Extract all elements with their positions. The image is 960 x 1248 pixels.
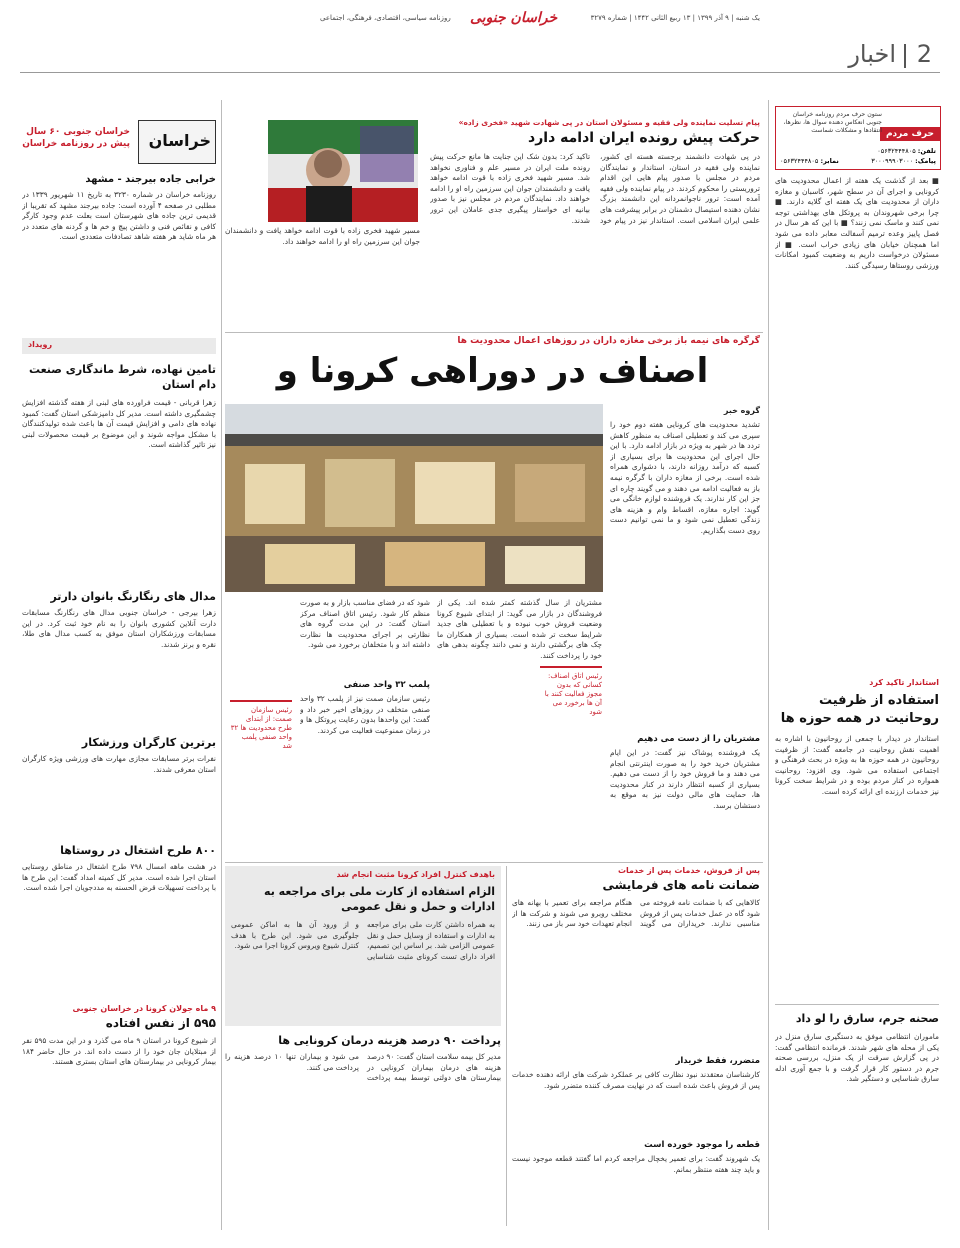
fax-label: نمابر: <box>820 157 839 165</box>
bottom-left-box <box>225 866 501 1026</box>
page-divider <box>904 44 906 68</box>
headline-body-col1b: یک فروشنده پوشاک نیز گفت: در این ایام مشتریان خرید خود را به صورت اینترنتی انجام می دهند و ما فروش خود را از دست می دهیم. بسیاری از کسبه انتظار دارند در کنار محدودیت ها، حمایت های مالی دولت نیز به موقع به دستشان برسد. <box>610 748 760 810</box>
archive-logo-box <box>138 120 216 164</box>
newspaper-tagline: روزنامه سیاسی، اقتصادی، فرهنگی، اجتماعی <box>320 14 451 22</box>
archive-article-body: روزنامه خراسان در شماره ۳۲۳۰ به تاریخ ۱۱ شهریور ۱۳۳۹ در مطلبی در صفحه ۴ آورده است: جاده بیرجند مشهد که تقریبا از قدیمی ترین جاده های شهرستان است بعلت عدم وجود کارگر کافی و نقائص فنی و داشتن پیچ و خم ها و گردنه های متعدد در هر ماه شاید هر هفته شاهد تصادفات متعددی است. <box>22 190 216 242</box>
headline-byline: گروه خبر <box>723 406 760 415</box>
s4-title: ۸۰۰ طرح اشتغال در روستاها <box>60 844 216 857</box>
phone-label: تلفن: <box>917 147 936 155</box>
headline-title: اصناف در دوراهی کرونا و <box>276 351 709 391</box>
pull-quote-text: رئیس اتاق اصناف: کسانی که بدون مجوز فعالیت کنند با آن ها برخورد می شود <box>544 672 602 716</box>
store-interior-image <box>225 404 603 592</box>
headline-photo <box>225 404 603 592</box>
headline-body-col3: شود که در فضای مناسب بازار و به صورت منظم کار شود. رئیس اتاق اصناف مرکز استان گفت: در این مدت گروه های نظارتی بر اجرای محدودیت ها نظارت داشته اند و با متخلفان برخورد می شود. <box>300 598 430 650</box>
headline-subhead1: مشتریان را از دست می دهیم <box>637 734 760 744</box>
s5-kicker: ۹ ماه جولان کرونا در خراسان جنوبی <box>72 1004 216 1013</box>
headline-pull-quote <box>540 666 602 752</box>
date-line: یک شنبه | ۹ آذر ۱۳۹۹ | ۱۳ ربیع الثانی ۱۴۴۲ | شماره ۳۲۷۹ <box>590 14 760 22</box>
s3-body: نفرات برتر مسابقات مجازی مهارت های ورزشی ویژه کارگران استان معرفی شدند. <box>22 754 216 774</box>
bottom-right-sub2: قطعه را موجود خورده است <box>644 1140 760 1150</box>
bottom-left-kicker: باهدف کنترل افراد کرونا مثبت انجام شد <box>336 870 495 879</box>
readers-box <box>775 106 941 170</box>
archive-title: خراسان جنوبی ۶۰ سال پیش در روزنامه خراسان <box>22 127 130 149</box>
section-label: رویداد <box>28 340 53 349</box>
article2-title: استفاده از ظرفیت روحانیت در همه حوزه ها <box>780 693 939 726</box>
readers-box-sub: ستون حرف مردم روزنامه خراسان جنوبی انعکاس دهنده سوال ها، نظرها، انتقادها و مشکلات شماست <box>783 111 882 134</box>
col-rule-left <box>221 100 222 1230</box>
top-story-kicker: پیام تسلیت نماینده ولی فقیه و مسئولان استان در پی شهادت شهید «فخری زاده» <box>458 118 760 127</box>
sms-line <box>871 157 936 165</box>
bottom-right-title: ضمانت نامه های فرمایشی <box>602 878 760 892</box>
s2-title: مدال های رنگارنگ بانوان دارتر <box>50 590 216 603</box>
page-number: 2 <box>916 40 932 68</box>
bottom-left-body: به همراه داشتن کارت ملی برای مراجعه به ادارات و استفاده از وسایل حمل و نقل عمومی الزامی شد. بر اساس این تصمیم، افراد دارای تست کرونای مثبت شناسایی و از ورود آن ها به اماکن عمومی جلوگیری می شود. این طرح با هدف کنترل شیوع ویروس کرونا اجرا می شود. <box>231 920 495 961</box>
headline-pull-quote2 <box>230 700 292 782</box>
right-divider <box>775 1004 939 1005</box>
readers-letters: ■ بعد از گذشت یک هفته از اعمال محدودیت های کرونایی و اجرای آن در سطح شهر، کاسبان و مغازه داران از محدودیت های یک هفته ای گلایه دارند. ■ چرا برخی شهروندان به پروتکل های بهداشتی توجه نمی کنند و ماسک نمی زنند؟ ■ با این که هر سال در فصل پاییز وعده ترمیم آسفالت معابر داده می شود اما همچنان خیابان های زیادی خراب است. ■ از مسئولان درخواست داریم به وضعیت کمبود امکانات ورزشی روستاها رسیدگی کنند. <box>775 176 939 270</box>
top-story-body-left: مسیر شهید فخری زاده با قوت ادامه خواهد یافت و دانشمندان جوان این سرزمین راه او را ادامه خواهند داد. <box>225 226 420 246</box>
headline-body-col3b: رئیس سازمان صمت نیز از پلمب ۳۲ واحد صنفی متخلف در روزهای اخیر خبر داد و گفت: این واحدها بدون رعایت پروتکل ها و در زمان ممنوعیت فعالیت می کردند. <box>300 694 430 735</box>
headline-kicker: گرگره های نیمه باز برخی مغازه داران در روزهای اعمال محدودیت ها <box>457 336 760 346</box>
bottom-left-title: الزام استفاده از کارت ملی برای مراجعه به ادارات و حمل و نقل عمومی <box>264 885 495 913</box>
archive-logo: خراسان <box>148 131 211 150</box>
s5-title: ۵۹۵ از نفس افتاده <box>105 1016 216 1030</box>
headline-body-col1: تشدید محدودیت های کرونایی هفته دوم خود را سپری می کند و تعطیلی اصناف به منظور کاهش تردد ها در شهر به ویژه در بازار ادامه دارد. با این حال اجرای این محدودیت ها برای بسیاری از کسبه که درآمد روزانه دارند، با دشواری همراه شده است. برخی از مغازه داران با گرگره نیمه باز به فعالیت ادامه می دهند و می گویند چاره ای جز این کار ندارند. یک فروشنده لوازم خانگی می گوید: اجاره مغازه، اقساط وام و هزینه های زندگی تعطیل نمی شود و ما نمی توانیم دست روی دست بگذاریم. <box>610 420 760 535</box>
section-bar <box>22 338 216 354</box>
pull-quote2-text: رئیس سازمان صمت: از ابتدای طرح محدودیت ها ۳۲ واحد صنفی پلمب شد <box>230 706 292 750</box>
headline-subhead2: پلمب ۳۲ واحد صنفی <box>343 680 430 690</box>
s1-title: تامین نهاده، شرط ماندگاری صنعت دام استان <box>28 363 216 391</box>
bottom-right-body2: یک شهروند گفت: برای تعمیر یخچال مراجعه کردم اما گفتند قطعه موجود نیست و باید چند هفته منتظر بمانم. <box>512 1154 760 1174</box>
bottom-right-sub1: متضرر، فقط خریدار <box>675 1056 760 1066</box>
fax-line <box>780 157 839 165</box>
sms-label: پیامک: <box>915 157 936 165</box>
phone-value: ۰۵۶۳۲۴۴۴۸۰۵ <box>877 147 916 155</box>
article3-title: صحنه جرم، سارق را لو داد <box>795 1012 939 1025</box>
top-strip <box>300 10 770 32</box>
s4-body: در هشت ماهه امسال ۷۹۸ طرح اشتغال در مناطق روستایی استان اجرا شده است. مدیر کل کمیته امداد گفت: این طرح ها با پرداخت تسهیلات قرض الحسنه به مددجویان اجرا شده است. <box>22 862 216 893</box>
top-story-photo <box>268 120 418 222</box>
headline-top-rule <box>225 332 763 333</box>
bottom-rule <box>225 862 763 863</box>
masthead <box>20 38 940 73</box>
sms-value: ۳۰۰۰۹۹۹۰۳۰۰۰ <box>871 157 914 165</box>
bottom-left-body2: مدیر کل بیمه سلامت استان گفت: ۹۰ درصد هزینه های درمان بیماران کرونایی در بیمارستان های دولتی توسط بیمه پرداخت می شود و بیماران تنها ۱۰ درصد هزینه را پرداخت می کنند. <box>225 1052 501 1083</box>
page-title: اخبار <box>848 40 896 68</box>
fax-value: ۰۵۶۳۲۴۴۴۸۰۵ <box>780 157 819 165</box>
article2-kicker: استاندار تاکید کرد <box>869 678 939 687</box>
s1-body: زهرا قربانی - قیمت فراورده های لبنی از هفته گذشته افزایش چشمگیری داشته است. مدیر کل دامپزشکی استان گفت: کمبود نهاده های دامی و افزایش قیمت آن ها باعث شده تولیدکنندگان با مشکل مواجه شوند و این موضوع بر قیمت محصولات لبنی نیز تاثیر گذاشته است. <box>22 398 216 450</box>
portrait-image <box>268 120 418 222</box>
article3-body: ماموران انتظامی موفق به دستگیری سارق منزل در یکی از محله های شهر شدند. فرمانده انتظامی گفت: در پی گزارش سرقت از یک منزل، بررسی صحنه جرم در دستور کار قرار گرفت و با جمع آوری ادله سارق شناسایی و دستگیر شد. <box>775 1032 939 1084</box>
bottom-right-body1: کارشناسان معتقدند نبود نظارت کافی بر عملکرد شرکت های ارائه دهنده خدمات پس از فروش باعث شده است که در نهایت مصرف کننده متضرر شود. <box>512 1070 760 1090</box>
article2-body: استاندار در دیدار با جمعی از روحانیون با اشاره به اهمیت نقش روحانیت در جامعه گفت: از ظرفیت روحانیون در همه حوزه ها به ویژه در بحث فرهنگی و اجتماعی استفاده می شود. وی افزود: روحانیت همواره در کنار مردم بوده و در شرایط سخت کرونا نیز خدمات ارزنده ای ارائه کرده است. <box>775 734 939 796</box>
phone-line <box>877 147 936 155</box>
bottom-left-title2: پرداخت ۹۰ درصد هزینه درمان کرونایی ها <box>278 1034 501 1047</box>
archive-article-title: خرابی جاده بیرجند - مشهد <box>85 174 216 185</box>
newspaper-logo: خراسان جنوبی <box>470 10 558 26</box>
s5-body: از شیوع کرونا در استان ۹ ماه می گذرد و در این مدت ۵۹۵ نفر از مبتلایان جان خود را از دست داده اند. در حال حاضر ۱۸۴ بیمار کرونایی در بیمارستان های استان بستری هستند. <box>22 1036 216 1067</box>
top-story-body: در پی شهادت دانشمند برجسته هسته ای کشور، نماینده ولی فقیه در استان، استاندار و نمایندگان مردم در مجلس با صدور پیام هایی این اقدام تروریستی را محکوم کردند. در پیام نماینده ولی فقیه آمده است: ترور ناجوانمردانه این دانشمند بزرگ نشان دهنده استیصال دشمنان در برابر پیشرفت های علمی ایران اسلامی است. استاندار نیز در پیام خود تاکید کرد: بدون شک این جنایت ها مانع حرکت پیش رونده ملت ایران در مسیر علم و فناوری نخواهد شد. مسیر شهید فخری زاده با قوت ادامه خواهد یافت و دانشمندان جوان این سرزمین راه او را ادامه خواهند داد. نمایندگان مردم در مجلس نیز با صدور بیانیه ای خواستار پیگیری جدی عاملان این ترور شدند. <box>430 152 760 225</box>
col-rule-right <box>768 100 769 1230</box>
s3-title: برترین کارگران ورزشکار <box>81 736 216 749</box>
archive-box <box>22 120 216 166</box>
bottom-col-rule <box>506 866 507 1226</box>
bottom-right-kicker: پس از فروش، خدمات پس از خدمات <box>617 866 760 875</box>
headline-body-col2: مشتریان از سال گذشته کمتر شده اند. یکی از فروشندگان در بازار می گوید: از ابتدای شیوع کرونا وضعیت فروش خوب نبوده و با تعطیلی های جدید شرایط سخت تر شده است. بسیاری از همکاران ما چک های برگشتی دارند و نمی دانند چگونه بدهی های خود را پرداخت کنند. <box>437 598 602 660</box>
s2-body: زهرا بیرجی - خراسان جنوبی مدال های رنگارنگ مسابقات دارت آنلاین کشوری بانوان را به نام خود ثبت کرد. در این مسابقات ورزشکاران استان موفق به کسب مدال های طلا، نقره و برنز شدند. <box>22 608 216 649</box>
readers-box-label: حرف مردم <box>880 127 940 141</box>
bottom-right-body: کالاهایی که با ضمانت نامه فروخته می شود گاه در عمل خدمات پس از فروش مناسبی ندارند. خریداران می گویند هنگام مراجعه برای تعمیر با بهانه های مختلف روبرو می شوند و شرکت ها از انجام تعهدات خود سر باز می زنند. <box>512 898 760 929</box>
top-story-title: حرکت پیش رونده ایران ادامه دارد <box>528 130 760 146</box>
